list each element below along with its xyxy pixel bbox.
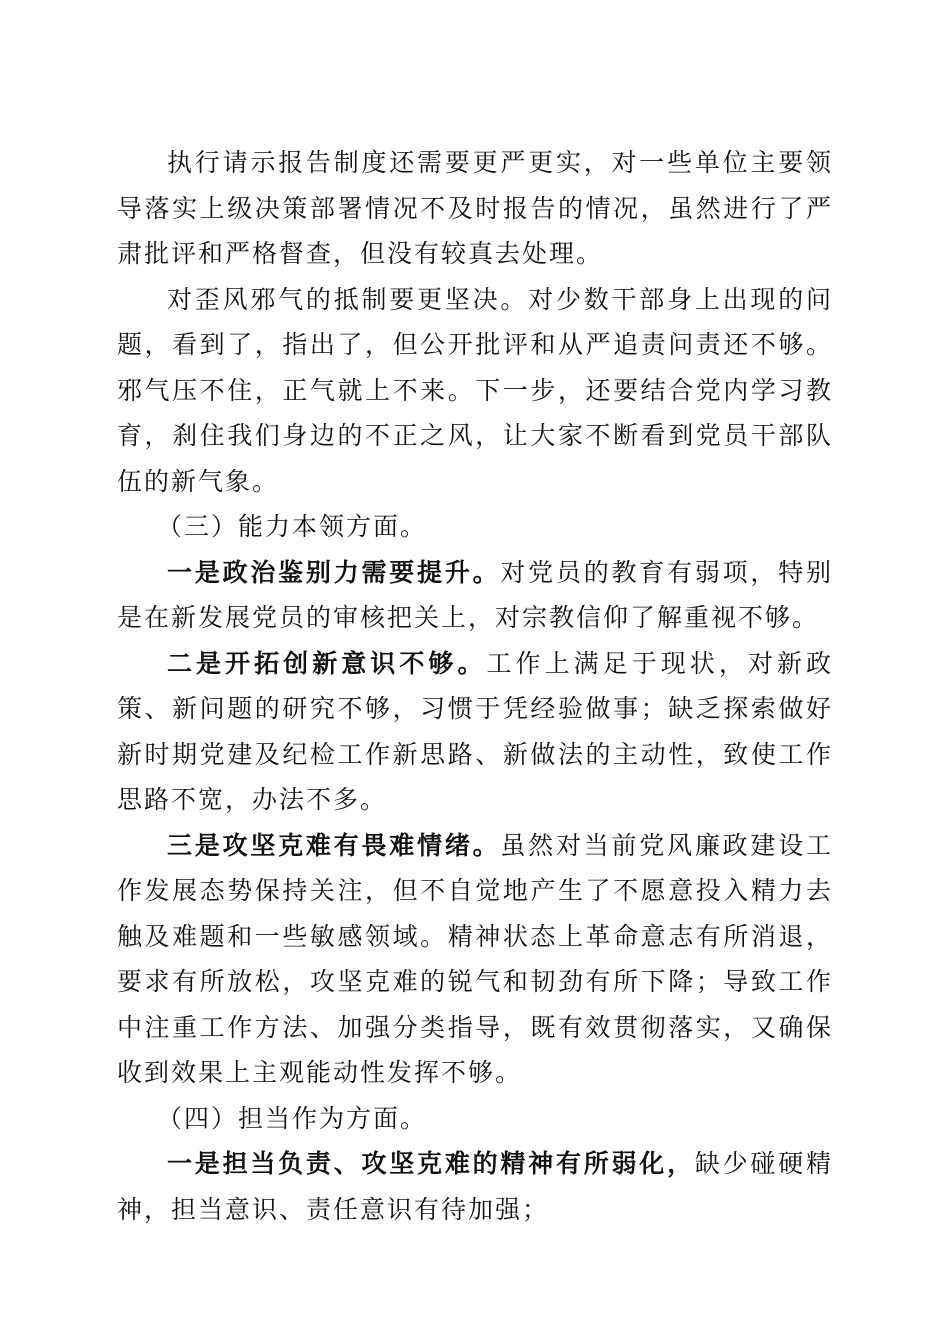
paragraph-taking-responsibility <box>117 1141 833 1232</box>
document-page <box>117 140 833 1232</box>
paragraph-lead: 一是担当负责、攻坚克难的精神有所弱化， <box>167 1149 695 1178</box>
paragraph-text: 缺少碰硬精神，担当意识、责任意识有待加强； <box>117 1149 833 1224</box>
paragraph-text: 工作上满足于现状，对新政策、新问题的研究不够，习惯于凭经验做事；缺乏探索做好新时期党建及纪检工作新思路、新做法的主动性，致使工作思路不宽，办法不多。 <box>117 648 833 814</box>
paragraph-text: 虽然对当前党风廉政建设工作发展态势保持关注，但不自觉地产生了不愿意投入精力去触及难题和一些敏感领域。精神状态上革命意志有所消退，要求有所放松，攻坚克难的锐气和韧劲有所下降；导致工作中注重工作方法、加强分类指导，既有效贯彻落实，又确保收到效果上主观能动性发挥不够。 <box>117 830 833 1087</box>
paragraph-text: 执行请示报告制度还需要更严更实，对一些单位主要领导落实上级决策部署情况不及时报告的情况，虽然进行了严肃批评和严格督查，但没有较真去处理。 <box>117 148 833 268</box>
paragraph-lead: 二是开拓创新意识不够。 <box>167 648 487 678</box>
paragraph-text: 对党员的教育有弱项，特别是在新发展党员的审核把关上，对宗教信仰了解重视不够。 <box>117 557 833 632</box>
section-heading-ability: （三）能力本领方面。 <box>157 512 428 541</box>
paragraph-lead: 一是政治鉴别力需要提升。 <box>167 557 501 587</box>
paragraph-text: 对歪风邪气的抵制要更坚决。对少数干部身上出现的问题，看到了，指出了，但公开批评和从严追责问责还不够。邪气压不住，正气就上不来。下一步，还要结合党内学习教育，刹住我们身边的不正之风，让大家不断看到党员干部队伍的新气象。 <box>117 284 833 496</box>
paragraph-lead: 三是攻坚克难有畏难情绪。 <box>167 830 501 860</box>
paragraph-unhealthy-trends <box>117 277 833 505</box>
paragraph-innovation <box>117 641 833 823</box>
paragraph-political-discernment <box>117 550 833 641</box>
paragraph-difficulties <box>117 823 833 1096</box>
paragraph-reporting-system <box>117 140 833 277</box>
section-heading-responsibility: （四）担当作为方面。 <box>157 1103 428 1133</box>
